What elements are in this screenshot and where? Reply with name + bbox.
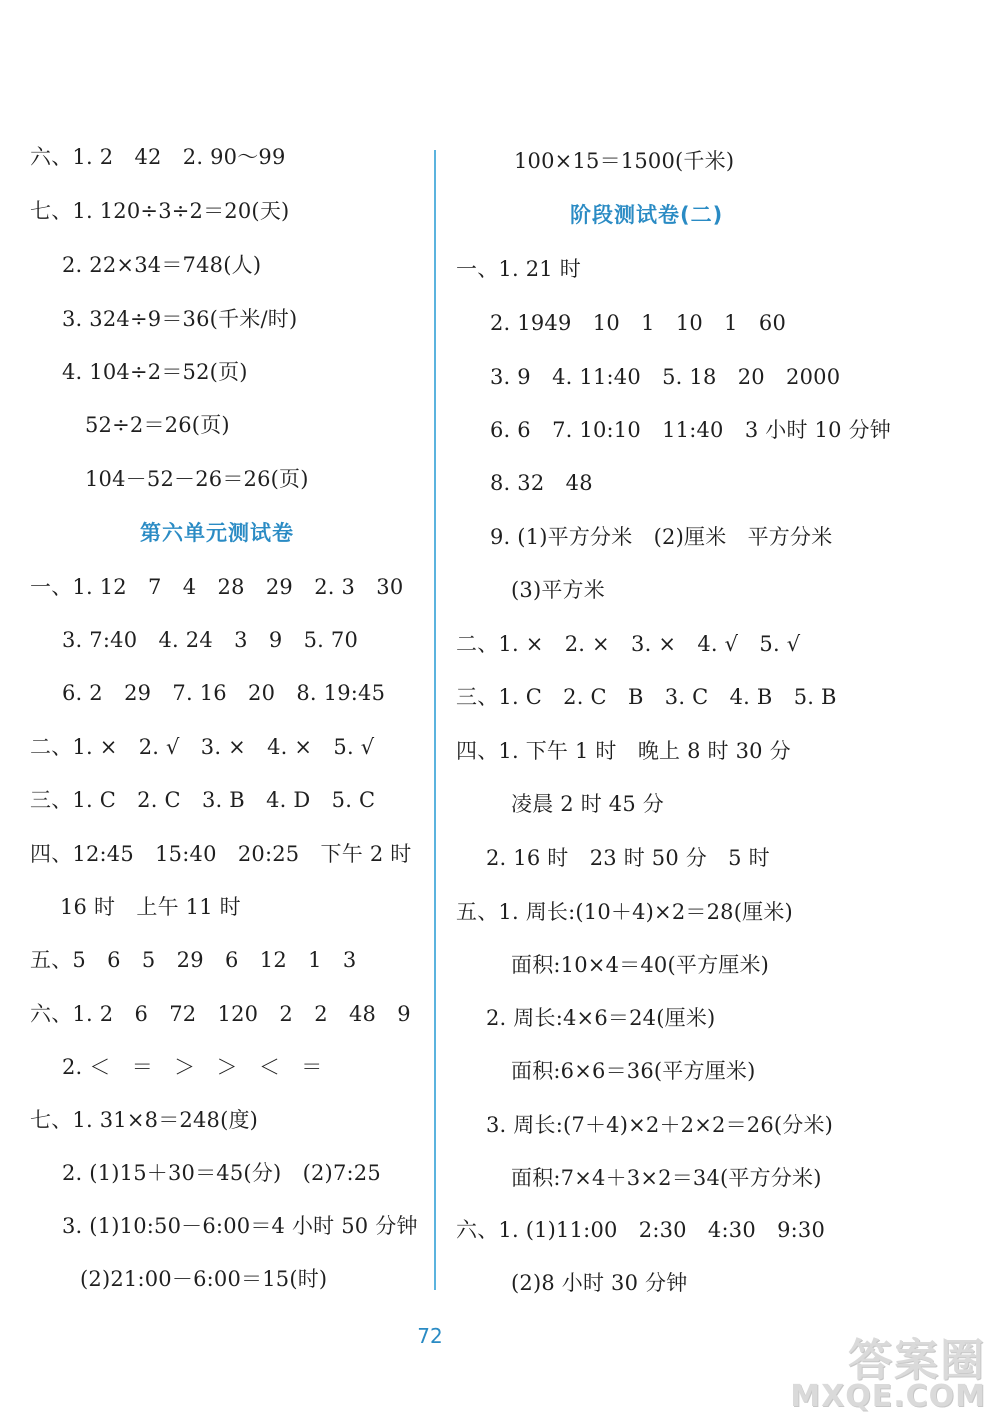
answer-line: (2)8 小时 30 分钟	[511, 1271, 688, 1295]
answer-line: 52÷2＝26(页)	[85, 413, 230, 437]
answer-line: 六、1. 2 42 2. 90～99	[30, 145, 286, 169]
answer-line: 3. 324÷9＝36(千米/时)	[62, 307, 298, 331]
watermark-text-bottom: MXQE.COM	[790, 1379, 986, 1414]
answer-line: 2. 1949 10 1 10 1 60	[490, 311, 787, 335]
answer-line: 面积:6×6＝36(平方厘米)	[511, 1059, 756, 1083]
answer-line: 一、1. 12 7 4 28 29 2. 3 30	[30, 575, 404, 599]
answer-line: 3. 7:40 4. 24 3 9 5. 70	[62, 628, 359, 652]
answer-line: 四、12:45 15:40 20:25 下午 2 时	[30, 842, 412, 866]
answer-line: 凌晨 2 时 45 分	[511, 792, 664, 816]
answer-line: 6. 2 29 7. 16 20 8. 19:45	[62, 681, 386, 705]
answer-line: 七、1. 31×8＝248(度)	[30, 1108, 259, 1132]
answer-line: 面积:10×4＝40(平方厘米)	[511, 953, 770, 977]
answer-line: 五、5 6 5 29 6 12 1 3	[30, 948, 357, 972]
answer-line: 二、1. × 2. × 3. × 4. √ 5. √	[456, 632, 801, 656]
answer-line: 16 时 上午 11 时	[60, 895, 241, 919]
column-divider	[434, 150, 436, 1290]
answer-line: 六、1. (1)11:00 2:30 4:30 9:30	[456, 1218, 826, 1242]
answer-line: 3. (1)10:50－6:00＝4 小时 50 分钟	[62, 1214, 418, 1238]
answer-line: 六、1. 2 6 72 120 2 2 48 9	[30, 1002, 411, 1026]
answer-line: 五、1. 周长:(10＋4)×2＝28(厘米)	[456, 900, 793, 924]
answer-line: 四、1. 下午 1 时 晚上 8 时 30 分	[456, 739, 791, 763]
watermark-logo	[756, 1324, 986, 1414]
section-title-stage-test-two: 阶段测试卷(二)	[570, 203, 724, 227]
answer-line: 二、1. × 2. √ 3. × 4. × 5. √	[30, 735, 375, 759]
answer-line: 4. 104÷2＝52(页)	[62, 360, 248, 384]
answer-line: 8. 32 48	[490, 471, 593, 495]
answer-line: (2)21:00－6:00＝15(时)	[80, 1267, 328, 1291]
answer-line: 面积:7×4＋3×2＝34(平方分米)	[511, 1166, 822, 1190]
answer-line: 三、1. C 2. C B 3. C 4. B 5. B	[456, 685, 837, 709]
answer-line: 一、1. 21 时	[456, 257, 581, 281]
answer-line: 七、1. 120÷3÷2＝20(天)	[30, 199, 290, 223]
answer-line: 104－52－26＝26(页)	[85, 467, 309, 491]
page-number: 72	[417, 1324, 443, 1348]
answer-line: 100×15＝1500(千米)	[514, 149, 735, 173]
answer-line: 2. (1)15＋30＝45(分) (2)7:25	[62, 1161, 381, 1185]
answer-line: 9. (1)平方分米 (2)厘米 平方分米	[490, 525, 833, 549]
answer-line: 2. ＜ ＝ ＞ ＞ ＜ ＝	[62, 1055, 323, 1079]
answer-line: 6. 6 7. 10:10 11:40 3 小时 10 分钟	[490, 418, 891, 442]
answer-line: 2. 16 时 23 时 50 分 5 时	[486, 846, 770, 870]
watermark-text-top: 答案圈	[848, 1335, 986, 1386]
section-title-unit-six: 第六单元测试卷	[140, 521, 294, 545]
answer-line: 3. 9 4. 11:40 5. 18 20 2000	[490, 365, 841, 389]
answer-line: 三、1. C 2. C 3. B 4. D 5. C	[30, 788, 376, 812]
answer-line: 3. 周长:(7＋4)×2＋2×2＝26(分米)	[486, 1113, 834, 1137]
answer-line: (3)平方米	[511, 578, 605, 602]
answer-line: 2. 22×34＝748(人)	[62, 253, 262, 277]
answer-line: 2. 周长:4×6＝24(厘米)	[486, 1006, 716, 1030]
